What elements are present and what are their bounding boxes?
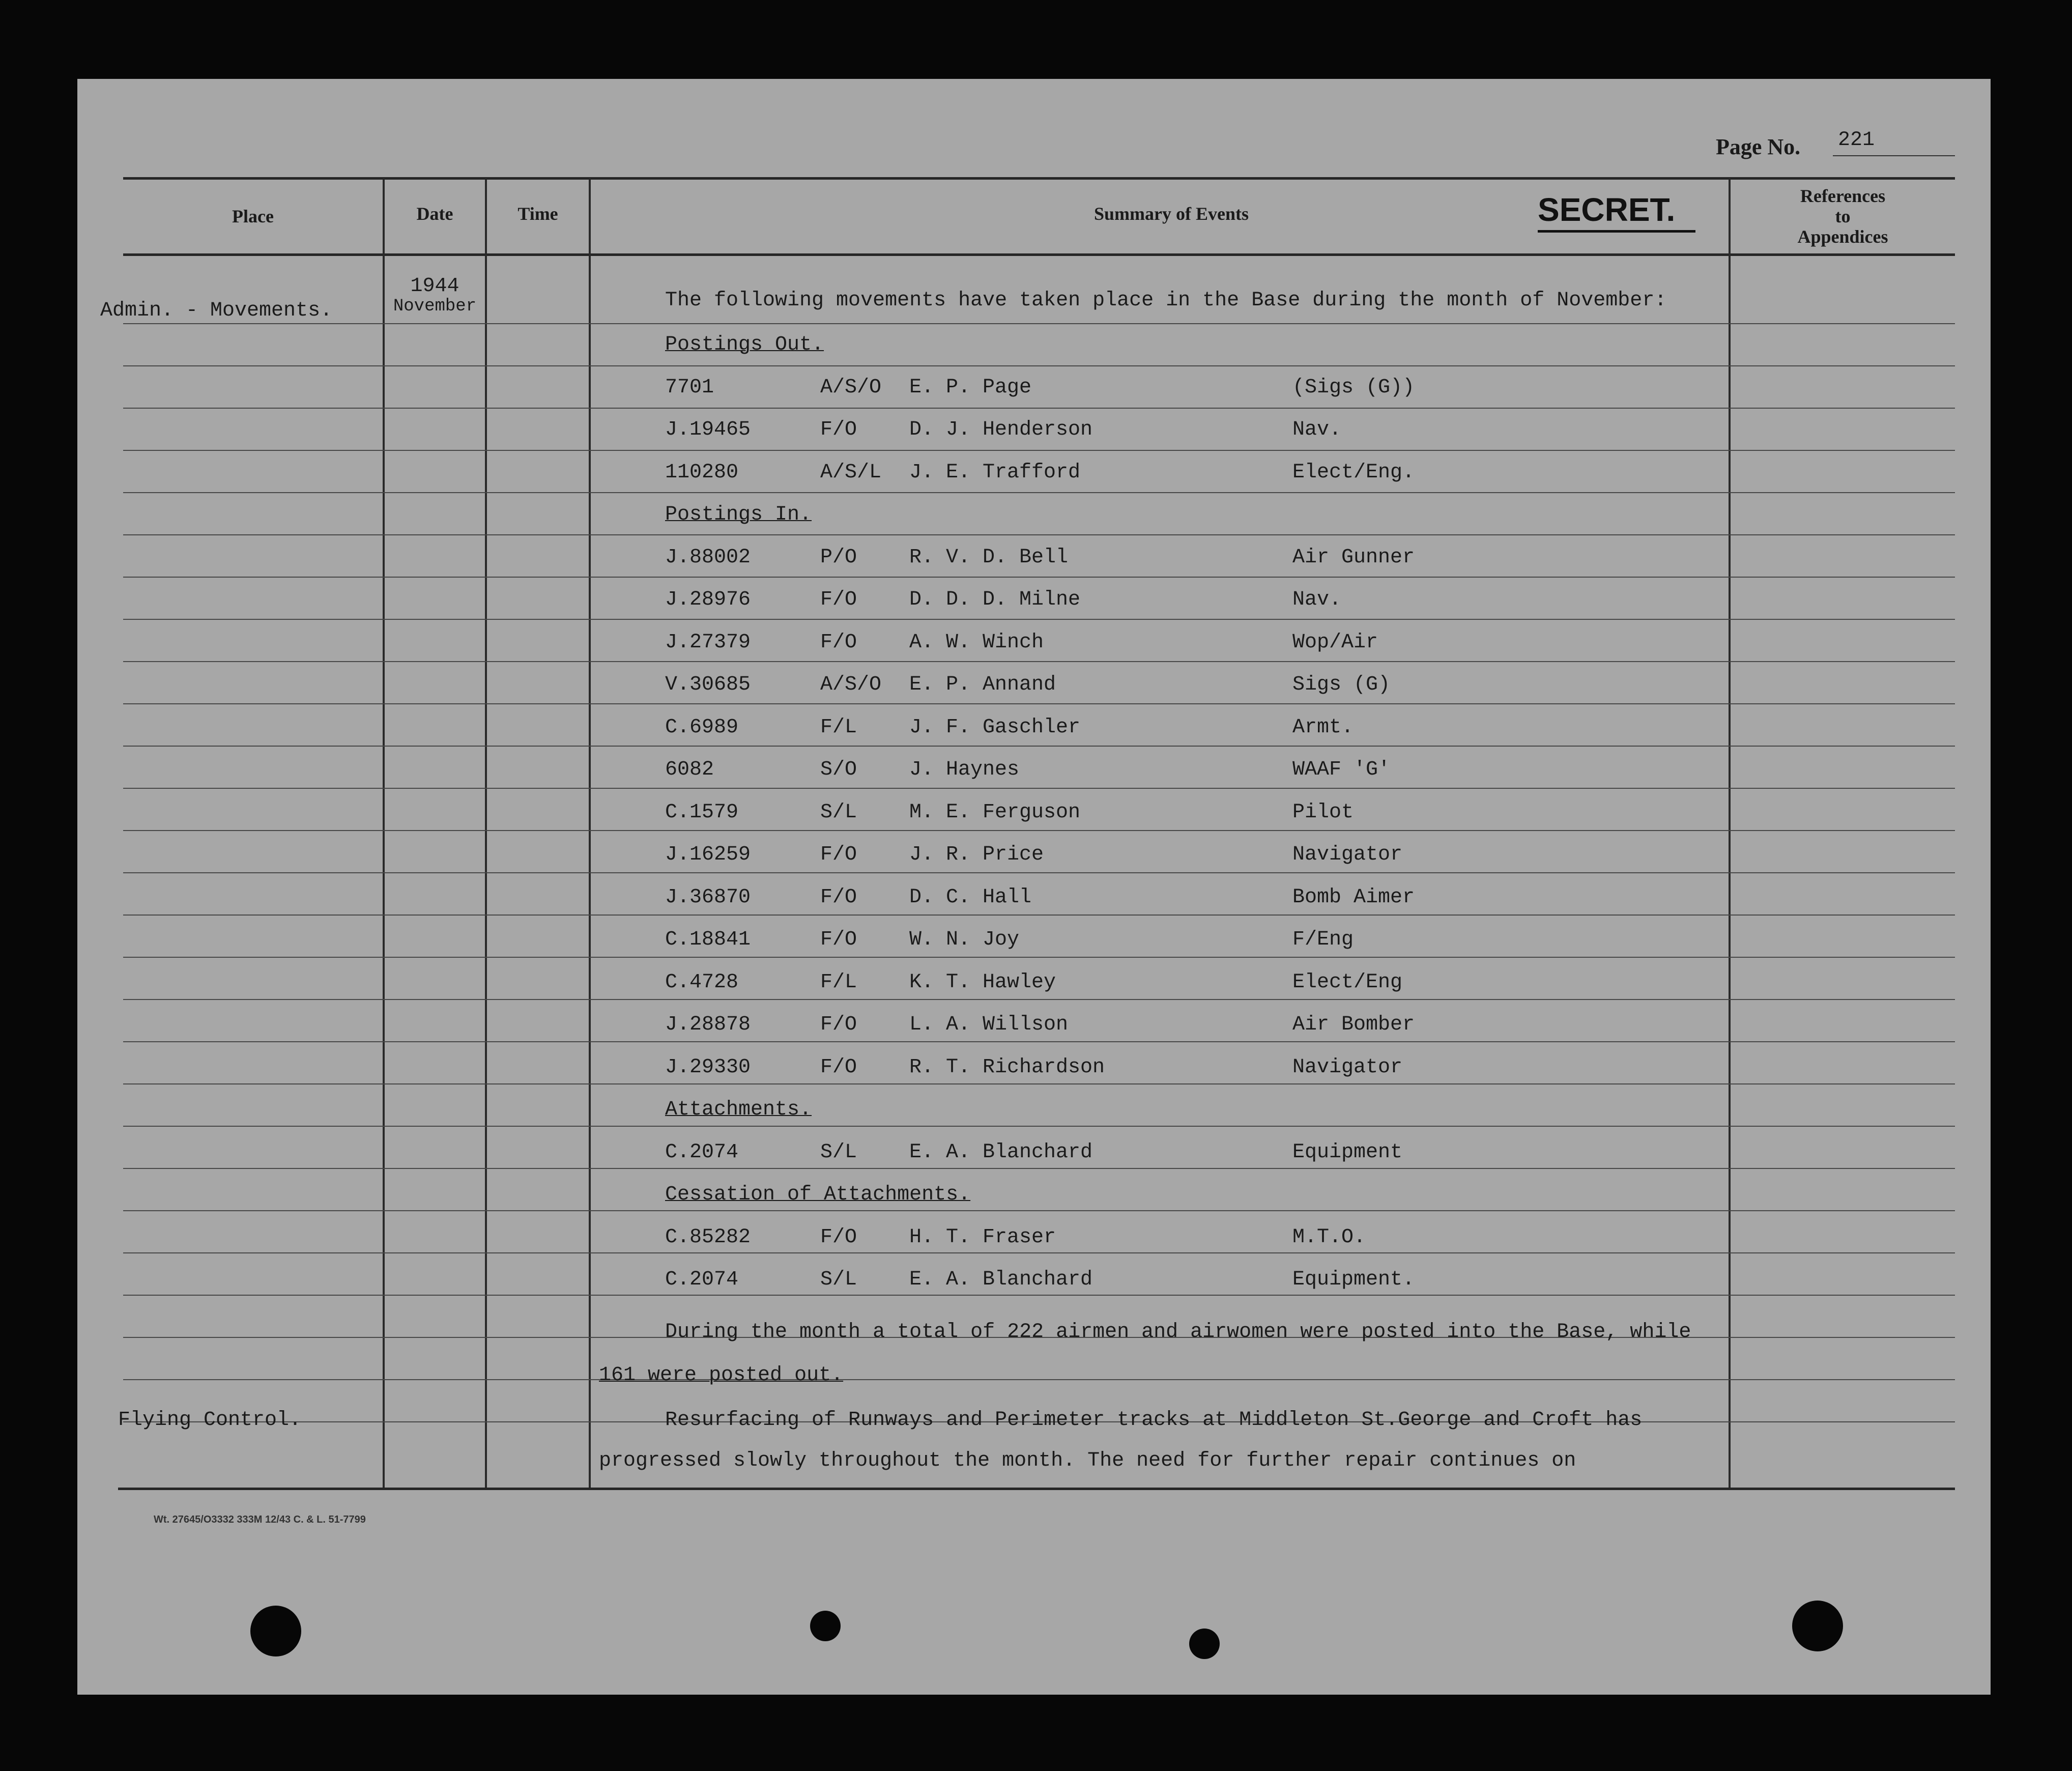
entry-service-number: C.85282 <box>665 1225 751 1249</box>
secret-underline <box>1538 230 1695 233</box>
header-date: Date <box>416 204 453 224</box>
entry-rank: F/O <box>820 588 857 611</box>
binder-hole-right <box>1792 1601 1843 1651</box>
entry-role: Equipment <box>1292 1140 1403 1164</box>
header-time: Time <box>517 204 558 224</box>
table-top-rule <box>123 177 1955 180</box>
entry-name: L. A. Willson <box>909 1013 1069 1036</box>
entry-name: R. V. D. Bell <box>909 546 1069 569</box>
print-code: Wt. 27645/O3332 333M 12/43 C. & L. 51-7799 <box>154 1514 366 1525</box>
entry-role: Equipment. <box>1292 1268 1415 1291</box>
entry-name: A. W. Winch <box>909 631 1044 654</box>
entry-name: D. C. Hall <box>909 885 1032 909</box>
entry-service-number: J.88002 <box>665 546 751 569</box>
entry-service-number: 7701 <box>665 376 714 399</box>
entry-service-number: J.36870 <box>665 885 751 909</box>
entry-rank: A/S/L <box>820 461 882 484</box>
row-rule <box>123 915 1955 916</box>
entry-role: Nav. <box>1292 588 1342 611</box>
binder-hole-left <box>250 1606 301 1656</box>
row-rule <box>123 323 1955 324</box>
date-month: November <box>393 297 477 316</box>
entry-name: J. Haynes <box>909 758 1020 781</box>
summary-line-1: During the month a total of 222 airmen and airwomen were posted into the Base, while <box>665 1321 1691 1344</box>
entry-name: E. A. Blanchard <box>909 1268 1093 1291</box>
entry-rank: F/O <box>820 928 857 951</box>
entry-rank: F/L <box>820 716 857 739</box>
record-sheet <box>77 79 1991 1695</box>
entry-service-number: C.4728 <box>665 970 739 994</box>
entry-rank: F/O <box>820 843 857 866</box>
entry-role: (Sigs (G)) <box>1292 376 1415 399</box>
entry-role: Wop/Air <box>1292 631 1378 654</box>
entry-service-number: J.28976 <box>665 588 751 611</box>
row-rule <box>123 746 1955 747</box>
entry-rank: F/O <box>820 631 857 654</box>
entry-rank: F/O <box>820 1225 857 1249</box>
column-divider-date <box>485 178 487 1488</box>
entry-service-number: J.28878 <box>665 1013 751 1036</box>
header-summary: Summary of Events <box>1094 204 1249 224</box>
row-rule <box>123 788 1955 789</box>
entry-name: E. A. Blanchard <box>909 1140 1093 1164</box>
entry-service-number: C.6989 <box>665 716 739 739</box>
row-rule <box>123 872 1955 873</box>
section-heading-attachments: Attachments. <box>665 1098 812 1121</box>
punch-hole-center-left <box>810 1611 841 1641</box>
page-number: 221 <box>1838 129 1875 152</box>
entry-service-number: C.2074 <box>665 1268 739 1291</box>
row-rule <box>123 1379 1955 1380</box>
table-bottom-rule <box>118 1488 1955 1490</box>
entry-role: Pilot <box>1292 801 1354 824</box>
row-rule <box>123 408 1955 409</box>
entry-service-number: C.18841 <box>665 928 751 951</box>
entry-service-number: V.30685 <box>665 673 751 696</box>
entry-name: D. J. Henderson <box>909 418 1093 441</box>
flying-line-2: progressed slowly throughout the month. The need for further repair continues on <box>599 1449 1576 1472</box>
row-rule <box>123 957 1955 958</box>
row-rule <box>123 365 1955 366</box>
entry-rank: P/O <box>820 546 857 569</box>
entry-role: M.T.O. <box>1292 1225 1366 1249</box>
entry-rank: A/S/O <box>820 673 882 696</box>
entry-rank: A/S/O <box>820 376 882 399</box>
date-year: 1944 <box>410 275 459 298</box>
column-divider-time <box>589 178 591 1488</box>
section-heading-postings-in: Postings In. <box>665 503 812 526</box>
entry-role: Bomb Aimer <box>1292 885 1415 909</box>
entry-service-number: 6082 <box>665 758 714 781</box>
entry-service-number: J.19465 <box>665 418 751 441</box>
row-rule <box>123 999 1955 1000</box>
row-rule <box>123 1083 1955 1084</box>
entry-rank: F/O <box>820 885 857 909</box>
entry-role: Air Gunner <box>1292 546 1415 569</box>
summary-line-2: 161 were posted out. <box>599 1364 844 1387</box>
entry-name: D. D. D. Milne <box>909 588 1081 611</box>
row-rule <box>123 577 1955 578</box>
column-divider-summary <box>1729 178 1731 1488</box>
page-number-rule <box>1833 155 1955 156</box>
entry-name: J. F. Gaschler <box>909 716 1081 739</box>
row-rule <box>123 661 1955 662</box>
row-rule <box>123 1126 1955 1127</box>
row-rule <box>123 619 1955 620</box>
section-heading-cessation: Cessation of Attachments. <box>665 1183 971 1206</box>
header-place: Place <box>232 206 274 226</box>
entry-name: W. N. Joy <box>909 928 1020 951</box>
row-rule <box>123 450 1955 451</box>
entry-name: E. P. Annand <box>909 673 1056 696</box>
section-heading-postings-out: Postings Out. <box>665 333 824 356</box>
entry-name: R. T. Richardson <box>909 1055 1105 1079</box>
entry-name: M. E. Ferguson <box>909 801 1081 824</box>
column-divider-place <box>383 178 385 1488</box>
row-rule <box>123 1295 1955 1296</box>
entry-name: H. T. Fraser <box>909 1225 1056 1249</box>
entry-role: Elect/Eng. <box>1292 461 1415 484</box>
entry-role: Sigs (G) <box>1292 673 1391 696</box>
entry-service-number: C.1579 <box>665 801 739 824</box>
row-rule <box>123 1168 1955 1169</box>
punch-hole-center-right <box>1189 1629 1220 1659</box>
row-rule <box>123 1252 1955 1253</box>
entry-service-number: J.29330 <box>665 1055 751 1079</box>
place-admin-movements: Admin. - Movements. <box>100 299 333 322</box>
entry-rank: S/O <box>820 758 857 781</box>
entry-role: Navigator <box>1292 843 1403 866</box>
entry-role: Air Bomber <box>1292 1013 1415 1036</box>
entry-rank: S/L <box>820 801 857 824</box>
header-bottom-rule <box>123 253 1955 256</box>
entry-rank: S/L <box>820 1268 857 1291</box>
row-rule <box>123 703 1955 704</box>
intro-line: The following movements have taken place in the Base during the month of November: <box>665 289 1667 312</box>
entry-name: E. P. Page <box>909 376 1032 399</box>
row-rule <box>123 534 1955 535</box>
entry-role: Elect/Eng <box>1292 970 1403 994</box>
entry-role: F/Eng <box>1292 928 1354 951</box>
entry-name: J. E. Trafford <box>909 461 1081 484</box>
entry-rank: S/L <box>820 1140 857 1164</box>
entry-name: K. T. Hawley <box>909 970 1056 994</box>
row-rule <box>123 1041 1955 1042</box>
entry-service-number: J.27379 <box>665 631 751 654</box>
entry-rank: F/O <box>820 1055 857 1079</box>
row-rule <box>123 830 1955 831</box>
entry-rank: F/O <box>820 1013 857 1036</box>
entry-service-number: 110280 <box>665 461 739 484</box>
entry-role: Armt. <box>1292 716 1354 739</box>
secret-stamp: SECRET. <box>1538 191 1676 228</box>
entry-service-number: C.2074 <box>665 1140 739 1164</box>
place-flying-control: Flying Control. <box>118 1409 302 1432</box>
flying-line-1: Resurfacing of Runways and Perimeter tracks at Middleton St.George and Croft has <box>665 1409 1643 1432</box>
row-rule <box>123 492 1955 493</box>
page-number-label: Page No. <box>1716 134 1801 159</box>
entry-rank: F/L <box>820 970 857 994</box>
row-rule <box>123 1210 1955 1211</box>
header-references: References to Appendices <box>1797 186 1888 247</box>
entry-role: Navigator <box>1292 1055 1403 1079</box>
entry-role: WAAF 'G' <box>1292 758 1391 781</box>
entry-rank: F/O <box>820 418 857 441</box>
entry-role: Nav. <box>1292 418 1342 441</box>
entry-name: J. R. Price <box>909 843 1044 866</box>
entry-service-number: J.16259 <box>665 843 751 866</box>
